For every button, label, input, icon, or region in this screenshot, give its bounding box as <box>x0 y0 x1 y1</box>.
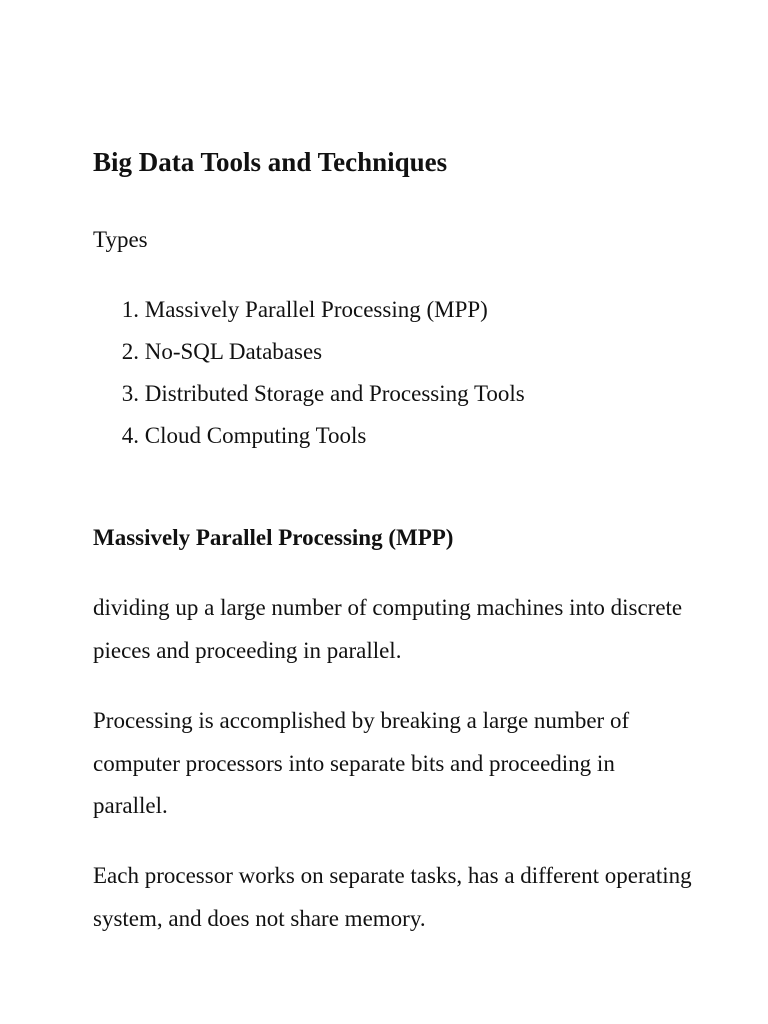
list-item-text: Massively Parallel Processing (MPP) <box>144 297 488 322</box>
list-item-number: 4. <box>121 423 139 448</box>
list-item-number: 2. <box>121 339 139 364</box>
page-title: Big Data Tools and Techniques <box>93 147 448 177</box>
list-item <box>93 294 525 336</box>
list-item-text: No-SQL Databases <box>144 339 323 364</box>
paragraph: Processing is accomplished by breaking a large number of computer processors into separate bits and proceeding in parallel. <box>93 708 630 818</box>
list-item-number: 3. <box>121 381 139 406</box>
list-item-text: Distributed Storage and Processing Tools <box>144 381 525 406</box>
list-item <box>93 336 525 378</box>
paragraph: Each processor works on separate tasks, has a different operating system, and does not share memory. <box>93 863 692 931</box>
list-item-text: Cloud Computing Tools <box>144 423 367 448</box>
list-item <box>93 420 525 462</box>
paragraph: dividing up a large number of computing machines into discrete pieces and proceeding in parallel. <box>93 595 683 663</box>
list-item-number: 1. <box>121 297 139 322</box>
section-heading: Massively Parallel Processing (MPP) <box>93 525 454 550</box>
types-label: Types <box>93 227 148 252</box>
types-list <box>93 294 525 462</box>
list-item <box>93 378 525 420</box>
